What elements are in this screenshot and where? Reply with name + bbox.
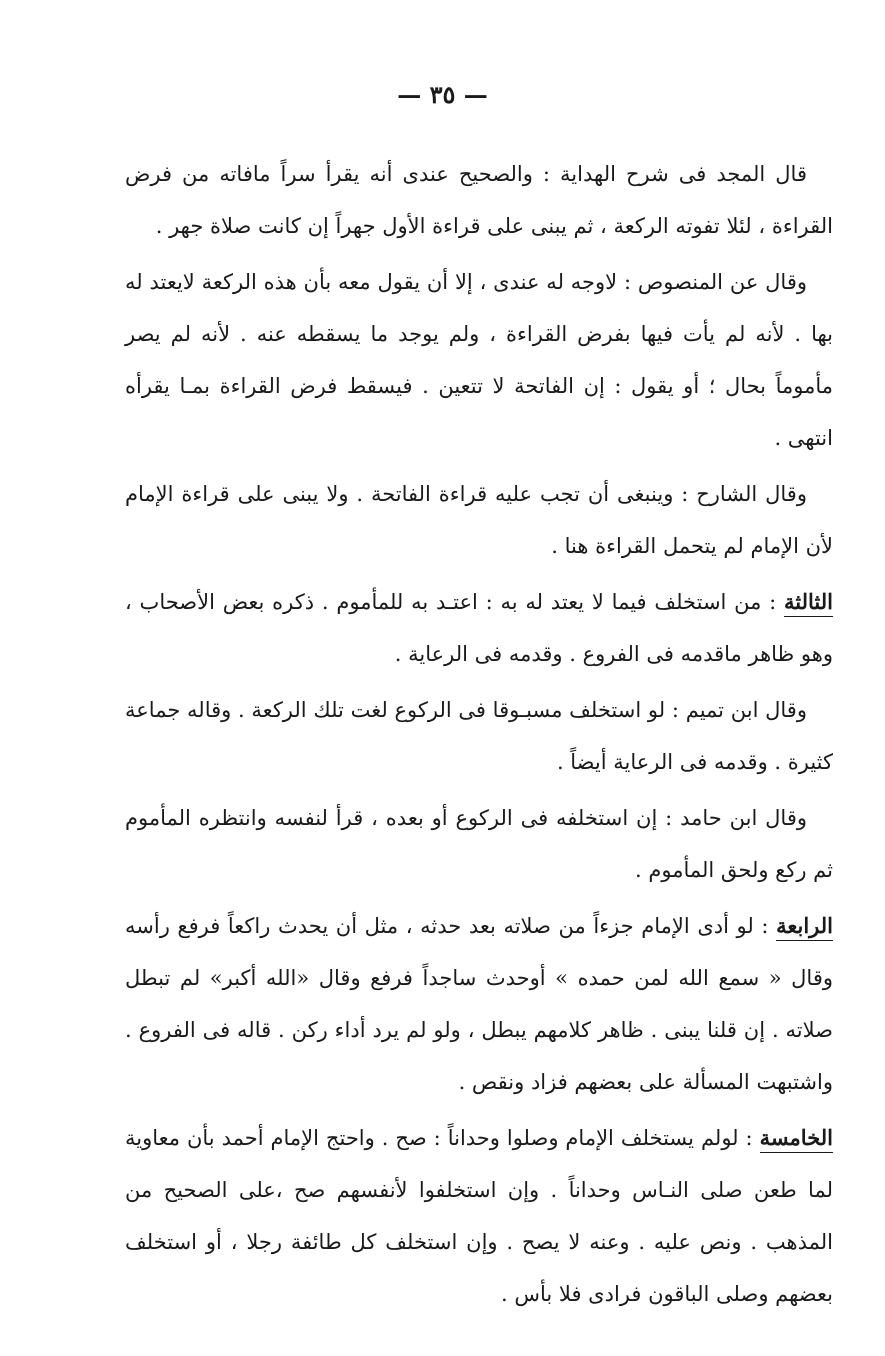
paragraph-lead-word: الخامسة xyxy=(760,1125,833,1153)
paragraph-7 xyxy=(125,900,833,1108)
text-body xyxy=(125,148,833,1320)
paragraph-text: وقال عن المنصوص : لاوجه له عندى ، إلا أن يقول معه بأن هذه الركعة لايعتد له بها . لأنه لم يأت فيها بفرض القراءة ، ولم يوجد ما يسقطه عنه . لأنه لم يصر مأموماً بحال ؛ أو يقول : إن الفاتحة لا تتعين . فيسقط فرض القراءة بمـا يقرأه انتهى . xyxy=(125,270,833,450)
paragraph-text: : لو أدى الإمام جزءاً من صلاته بعد حدثه ، مثل أن يحدث راكعاً فرفع رأسه وقال « سمع الله لمن حمده » أوحدث ساجداً فرفع وقال «الله أكبر» لم تبطل صلاته . إن قلنا يبنى . ظاهر كلامهم يبطل ، ولو لم يرد أداء ركن . قاله فى الفروع . واشتبهت المسألة على بعضهم فزاد ونقص . xyxy=(125,914,833,1094)
paragraph-6 xyxy=(125,792,833,896)
paragraph-1 xyxy=(125,148,833,252)
paragraph-text: : من استخلف فيما لا يعتد له به : اعتـد به للمأموم . ذكره بعض الأصحاب ، وهو ظاهر ماقدمه فى الفروع . وقدمه فى الرعاية . xyxy=(125,590,833,666)
paragraph-text: وقال ابن حامد : إن استخلفه فى الركوع أو بعده ، قرأ لنفسه وانتظره المأموم ثم ركع ولحق المأموم . xyxy=(125,806,833,882)
paragraph-text: قال المجد فى شرح الهداية : والصحيح عندى أنه يقرأ سراً مافاته من فرض القراءة ، لئلا تفوته الركعة ، ثم يبنى على قراءة الأول جهراً إن كانت صلاة جهر . xyxy=(125,162,833,238)
paragraph-3 xyxy=(125,468,833,572)
paragraph-5 xyxy=(125,684,833,788)
paragraph-text: وقال الشارح : وينبغى أن تجب عليه قراءة الفاتحة . ولا يبنى على قراءة الإمام لأن الإمام لم يتحمل القراءة هنا . xyxy=(125,482,833,558)
page-number: — ٣٥ — xyxy=(397,80,488,109)
paragraph-4 xyxy=(125,576,833,680)
paragraph-text: وقال ابن تميم : لو استخلف مسبـوقا فى الركوع لغت تلك الركعة . وقاله جماعة كثيرة . وقدمه فى الرعاية أيضاً . xyxy=(125,698,833,774)
paragraph-lead-word: الثالثة xyxy=(784,589,833,617)
paragraph-lead-word: الرابعة xyxy=(776,913,833,941)
paragraph-2 xyxy=(125,256,833,464)
paragraph-8 xyxy=(125,1112,833,1320)
paragraph-text: : لولم يستخلف الإمام وصلوا وحداناً : صح . واحتج الإمام أحمد بأن معاوية لما طعن صلى النـاس وحداناً . وإن استخلفوا لأنفسهم صح ،على الصحيح من المذهب . ونص عليه . وعنه لا يصح . وإن استخلف كل طائفة رجلا ، أو استخلف بعضهم وصلى الباقون فرادى فلا بأس . xyxy=(125,1126,833,1306)
